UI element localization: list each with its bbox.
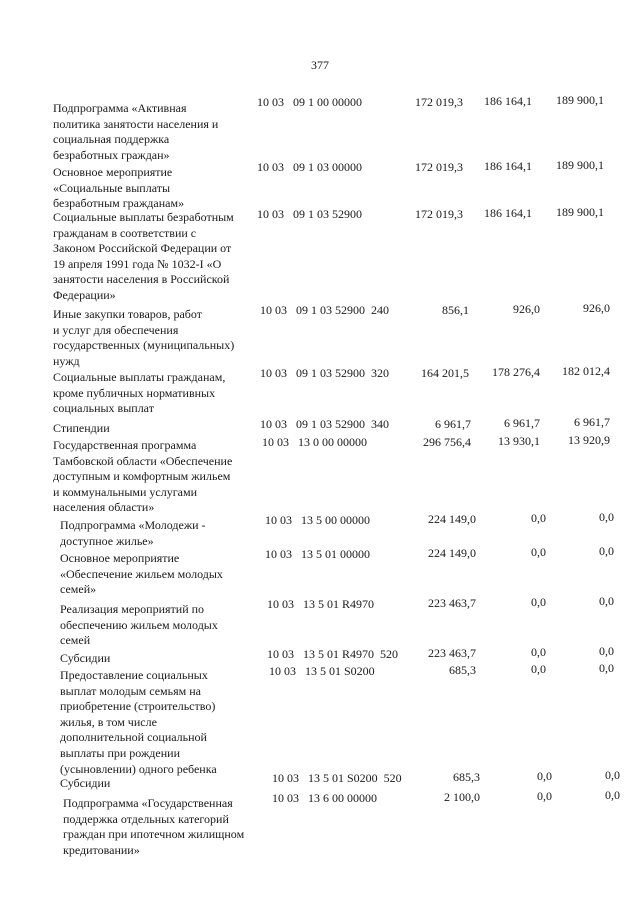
row-name: Подпрограмма «Государственная поддержка отдельных категорий граждан при ипотечном жилищном кредитовании»	[63, 796, 245, 857]
row-value-2: 186 164,1	[484, 94, 532, 108]
row-code: 10 03 13 5 01 S0200 520	[272, 771, 402, 785]
row-name: Основное мероприятие «Обеспечение жильем молодых семей»	[60, 551, 223, 597]
row-value-1: 6 961,7	[435, 417, 471, 431]
row-value-1: 224 149,0	[428, 546, 476, 560]
row-code: 10 03 13 5 01 S0200	[269, 664, 375, 678]
row-code: 10 03 13 5 01 R4970 520	[267, 647, 399, 661]
row-value-1: 224 149,0	[428, 512, 476, 526]
row-value-1: 223 463,7	[428, 646, 476, 660]
row-name: Субсидии	[60, 651, 111, 665]
row-code: 10 03 09 1 03 52900 320	[260, 366, 389, 380]
row-code: 10 03 09 1 03 52900	[257, 207, 362, 221]
row-code: 10 03 09 1 03 52900 340	[260, 417, 389, 431]
row-name: Социальные выплаты гражданам, кроме публичных нормативных социальных выплат	[53, 370, 226, 416]
row-value-3: 0,0	[605, 768, 620, 782]
row-value-3: 6 961,7	[574, 415, 610, 429]
row-value-2: 0,0	[531, 511, 546, 525]
row-value-2: 186 164,1	[484, 206, 532, 220]
row-code: 10 03 13 5 01 00000	[265, 547, 370, 561]
row-value-2: 926,0	[513, 302, 540, 316]
row-value-3: 0,0	[599, 644, 614, 658]
row-code: 10 03 13 6 00 00000	[272, 791, 377, 805]
row-value-2: 0,0	[531, 595, 546, 609]
row-value-2: 6 961,7	[504, 416, 540, 430]
row-value-3: 926,0	[583, 301, 610, 315]
row-value-2: 186 164,1	[484, 159, 532, 173]
row-code: 10 03 09 1 03 00000	[257, 160, 362, 174]
row-value-1: 164 201,5	[421, 366, 469, 380]
row-name: Социальные выплаты безработным гражданам в соответствии с Законом Российской Федерации от 19 апреля 1991 года № 1032-I «О занятости населения в Российской Федерации»	[53, 210, 234, 302]
row-value-1: 172 019,3	[415, 207, 463, 221]
row-name: Подпрограмма «Активная политика занятости населения и социальная поддержка безработных граждан»	[53, 101, 219, 162]
row-code: 10 03 13 5 01 R4970	[267, 597, 375, 611]
row-value-1: 856,1	[442, 303, 469, 317]
row-name: Основное мероприятие «Социальные выплаты безработным гражданам»	[53, 165, 185, 211]
row-value-1: 685,3	[453, 770, 480, 784]
row-value-3: 189 900,1	[556, 205, 604, 219]
row-value-3: 0,0	[599, 544, 614, 558]
row-value-3: 0,0	[605, 788, 620, 802]
row-value-3: 0,0	[599, 510, 614, 524]
row-value-3: 189 900,1	[556, 158, 604, 172]
row-value-1: 296 756,4	[423, 435, 471, 449]
row-code: 10 03 13 0 00 00000	[262, 435, 367, 449]
row-value-2: 0,0	[531, 645, 546, 659]
row-value-1: 685,3	[449, 663, 476, 677]
row-value-1: 172 019,3	[415, 95, 463, 109]
row-value-2: 0,0	[537, 769, 552, 783]
row-name: Стипендии	[53, 421, 110, 435]
row-value-2: 0,0	[531, 662, 546, 676]
row-value-3: 0,0	[599, 661, 614, 675]
row-value-1: 172 019,3	[415, 160, 463, 174]
row-name: Подпрограмма «Молодежи - доступное жилье»	[60, 518, 206, 548]
row-name: Реализация мероприятий по обеспечению жильем молодых семей	[60, 602, 218, 648]
row-value-3: 189 900,1	[556, 93, 604, 107]
row-value-3: 182 012,4	[562, 364, 610, 378]
row-value-2: 0,0	[537, 789, 552, 803]
row-value-1: 2 100,0	[444, 790, 480, 804]
row-name: Государственная программа Тамбовской области «Обеспечение доступным и комфортным жильем и коммунальными услугами населения области»	[53, 438, 233, 515]
row-code: 10 03 13 5 00 00000	[265, 513, 370, 527]
row-name: Предоставление социальных выплат молодым семьям на приобретение (строительство) жилья, в том числе дополнительной социальной выплаты при рождении (усыновлении) одного ребенка	[60, 668, 217, 776]
row-value-3: 13 920,9	[568, 433, 610, 447]
row-name: Иные закупки товаров, работ и услуг для обеспечения государственных (муниципальных) нужд	[53, 307, 235, 368]
row-value-2: 13 930,1	[498, 434, 540, 448]
row-value-2: 178 276,4	[492, 365, 540, 379]
row-value-1: 223 463,7	[428, 596, 476, 610]
page-number: 377	[311, 58, 329, 72]
row-name: Субсидии	[60, 776, 111, 790]
row-code: 10 03 09 1 03 52900 240	[260, 303, 389, 317]
row-code: 10 03 09 1 00 00000	[257, 95, 362, 109]
row-value-2: 0,0	[531, 545, 546, 559]
row-value-3: 0,0	[599, 594, 614, 608]
